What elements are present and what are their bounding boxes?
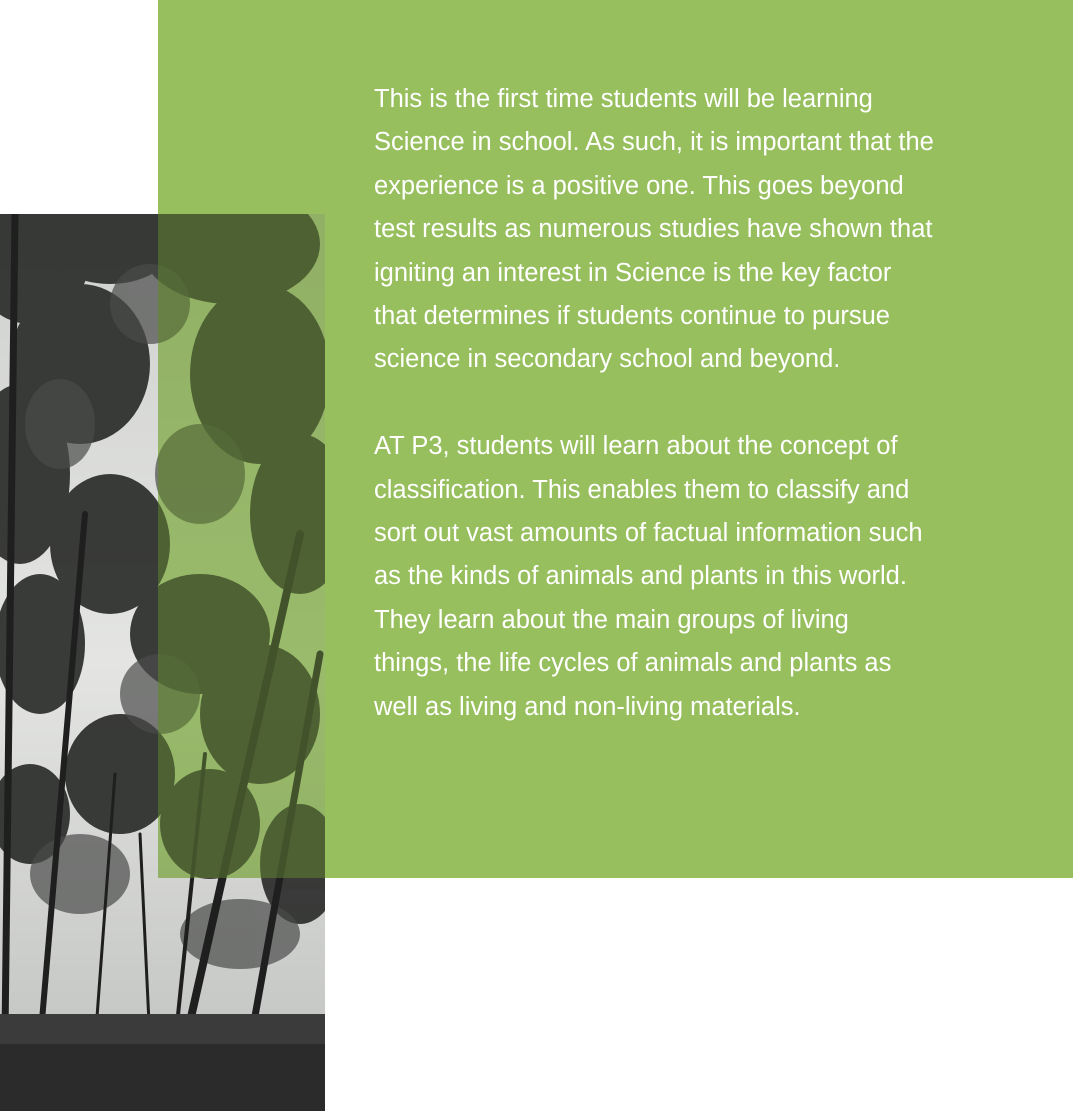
text-line: experience is a positive one. This goes beyond: [374, 171, 904, 200]
paragraph-intro: [374, 78, 1014, 382]
text-line: as the kinds of animals and plants in this world.: [374, 562, 907, 591]
text-line: This is the first time students will be learning: [374, 85, 873, 113]
text-line: that determines if students continue to pursue: [374, 302, 890, 331]
text-line: They learn about the main groups of living: [374, 605, 849, 634]
body-text: [374, 78, 1014, 772]
text-line: things, the life cycles of animals and plants as: [374, 649, 892, 678]
photo-green-overlay-light: [158, 214, 325, 878]
text-line: well as living and non-living materials.: [374, 692, 801, 721]
text-line: sort out vast amounts of factual information such: [374, 519, 923, 548]
text-line: AT P3, students will learn about the concept of: [374, 432, 898, 461]
paragraph-p3: [374, 425, 1014, 729]
text-line: test results as numerous studies have shown that: [374, 215, 933, 244]
text-line: classification. This enables them to classify and: [374, 475, 910, 504]
text-line: igniting an interest in Science is the key factor: [374, 258, 892, 287]
text-line: Science in school. As such, it is important that the: [374, 128, 934, 157]
text-line: science in secondary school and beyond.: [374, 345, 841, 374]
